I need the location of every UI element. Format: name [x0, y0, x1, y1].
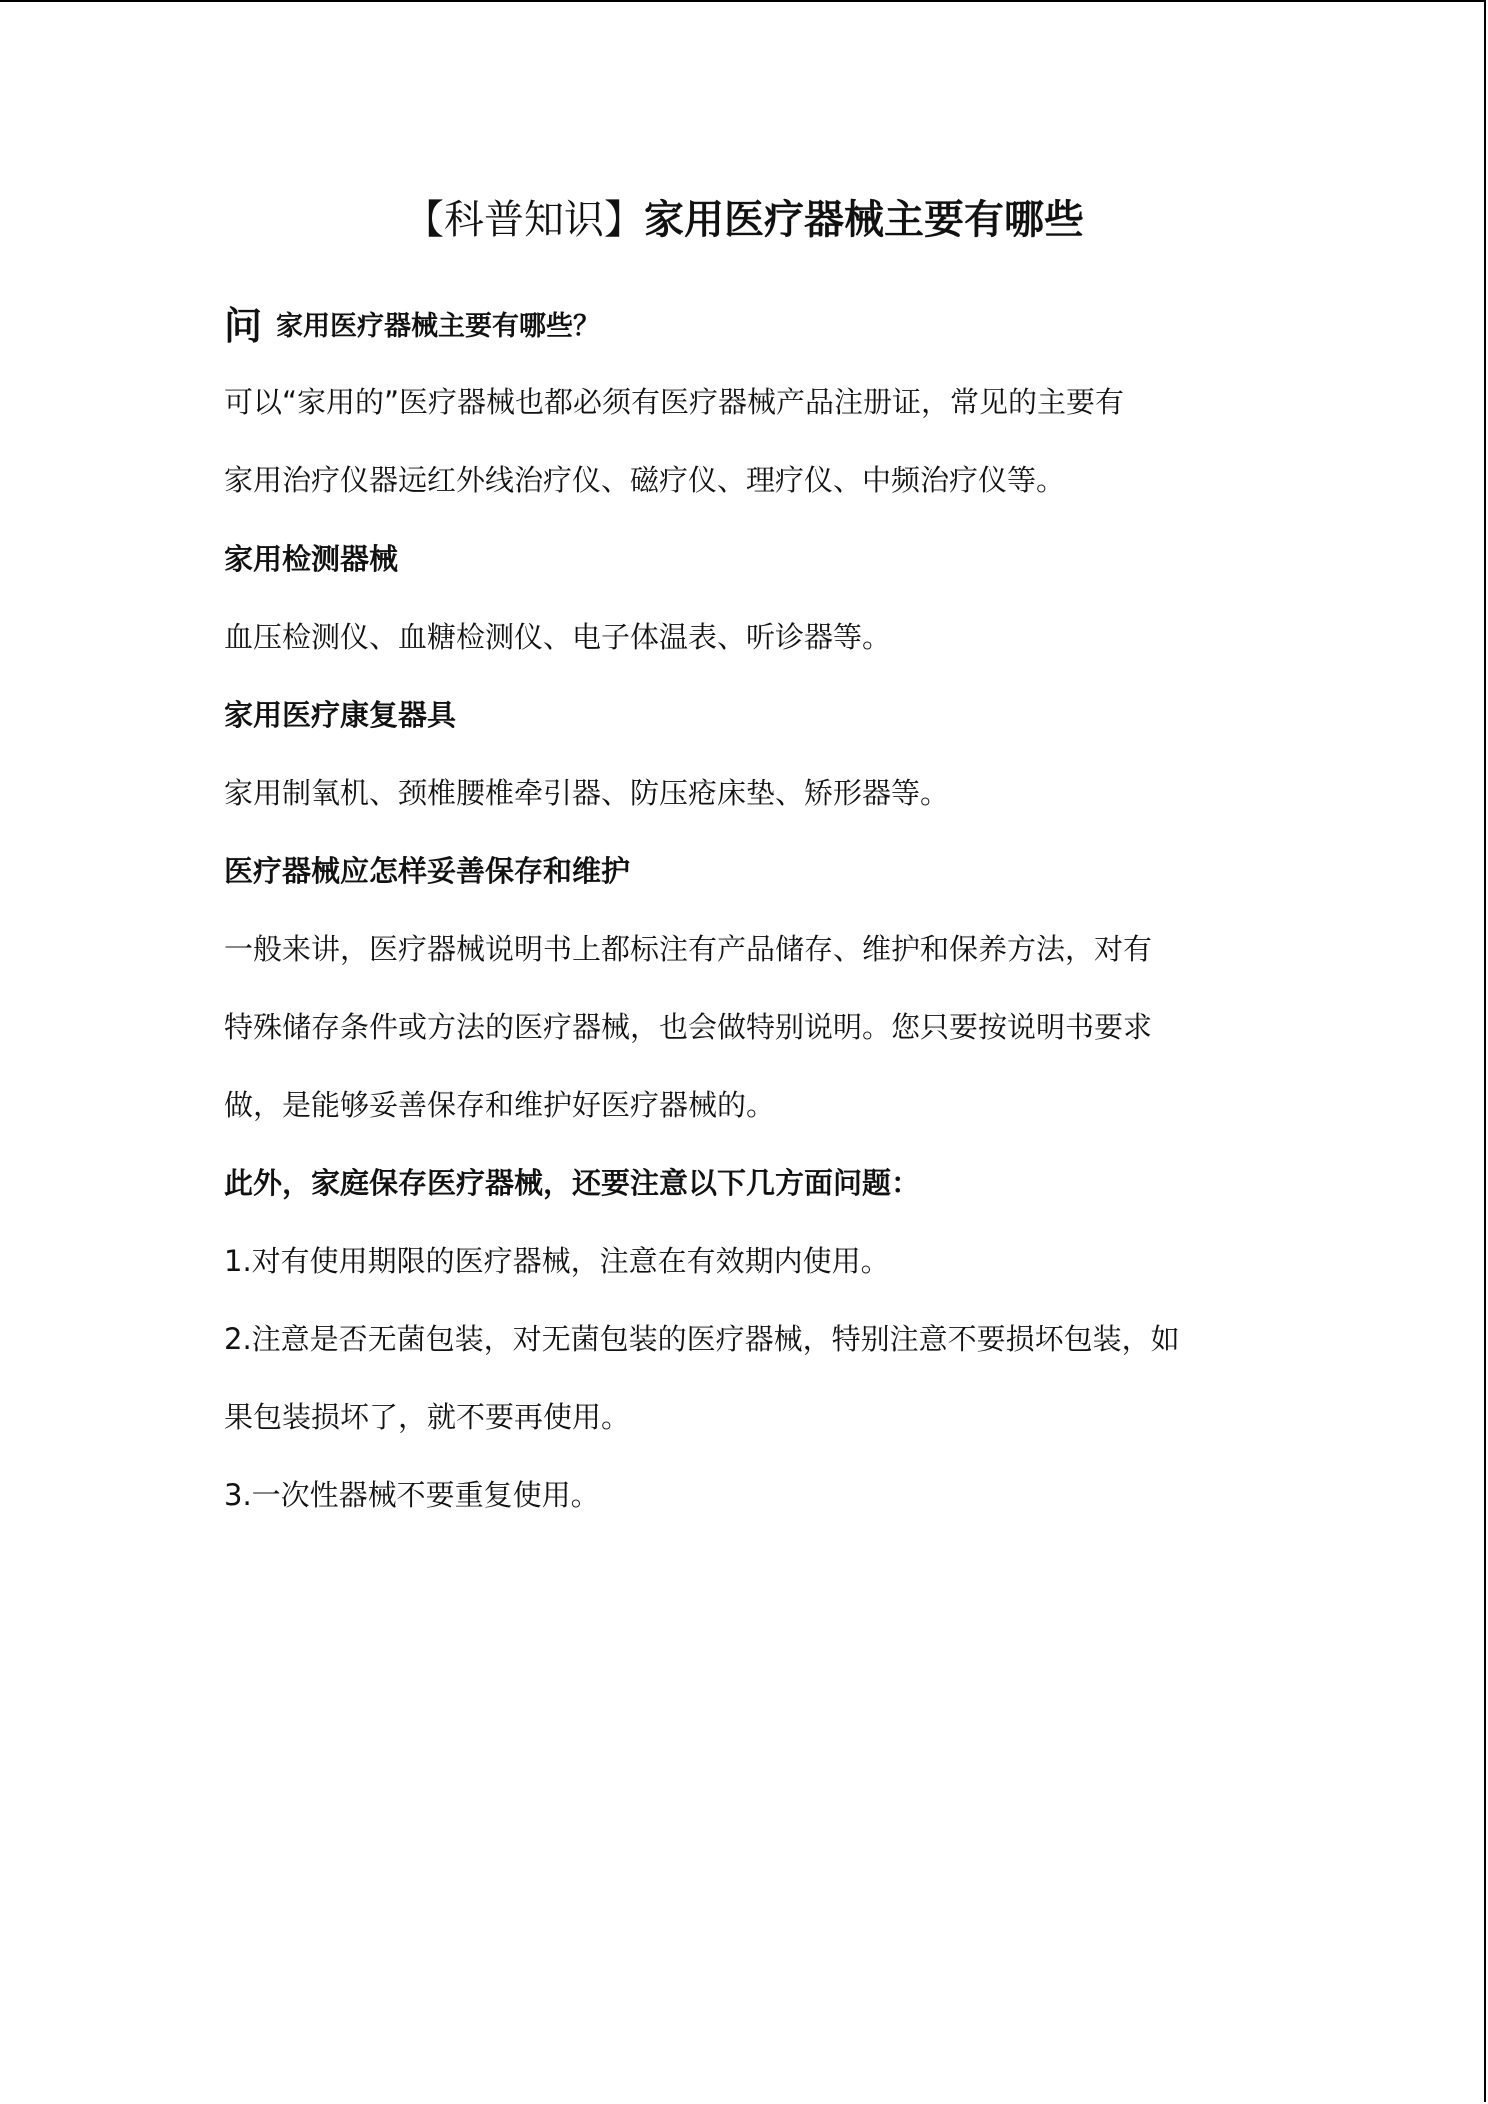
section-heading-notes: 此外，家庭保存医疗器械，还要注意以下几方面问题： — [224, 1166, 921, 1200]
note-item-1: 1.对有使用期限的医疗器械，注意在有效期内使用。 — [224, 1244, 890, 1278]
page-title — [0, 192, 1488, 248]
note-item-2-line-1: 2.注意是否无菌包装，对无菌包装的医疗器械，特别注意不要损坏包装，如 — [224, 1322, 1180, 1356]
title-main: 家用医疗器械主要有哪些 — [644, 197, 1084, 243]
section-text-detection: 血压检测仪、血糖检测仪、电子体温表、听诊器等。 — [224, 620, 892, 654]
storage-line-1: 一般来讲，医疗器械说明书上都标注有产品储存、维护和保养方法，对有 — [224, 932, 1153, 966]
intro-line-1: 可以“家用的”医疗器械也都必须有医疗器械产品注册证，常见的主要有 — [224, 385, 1125, 419]
note-item-3: 3.一次性器械不要重复使用。 — [224, 1478, 600, 1512]
question-line — [224, 302, 600, 358]
intro-line-2: 家用治疗仪器远红外线治疗仪、磁疗仪、理疗仪、中频治疗仪等。 — [224, 463, 1066, 497]
storage-line-3: 做，是能够妥善保存和维护好医疗器械的。 — [224, 1088, 776, 1122]
section-text-rehab: 家用制氧机、颈椎腰椎牵引器、防压疮床垫、矫形器等。 — [224, 776, 950, 810]
storage-line-2: 特殊储存条件或方法的医疗器械，也会做特别说明。您只要按说明书要求 — [224, 1010, 1153, 1044]
section-heading-storage: 医疗器械应怎样妥善保存和维护 — [224, 854, 631, 888]
section-heading-rehab: 家用医疗康复器具 — [224, 698, 457, 732]
title-category: 【科普知识】 — [404, 197, 644, 243]
question-marker: 问 — [224, 304, 263, 348]
note-item-2-line-2: 果包装损坏了，就不要再使用。 — [224, 1400, 631, 1434]
section-heading-detection: 家用检测器械 — [224, 542, 399, 576]
question-text: 家用医疗器械主要有哪些？ — [276, 311, 601, 342]
